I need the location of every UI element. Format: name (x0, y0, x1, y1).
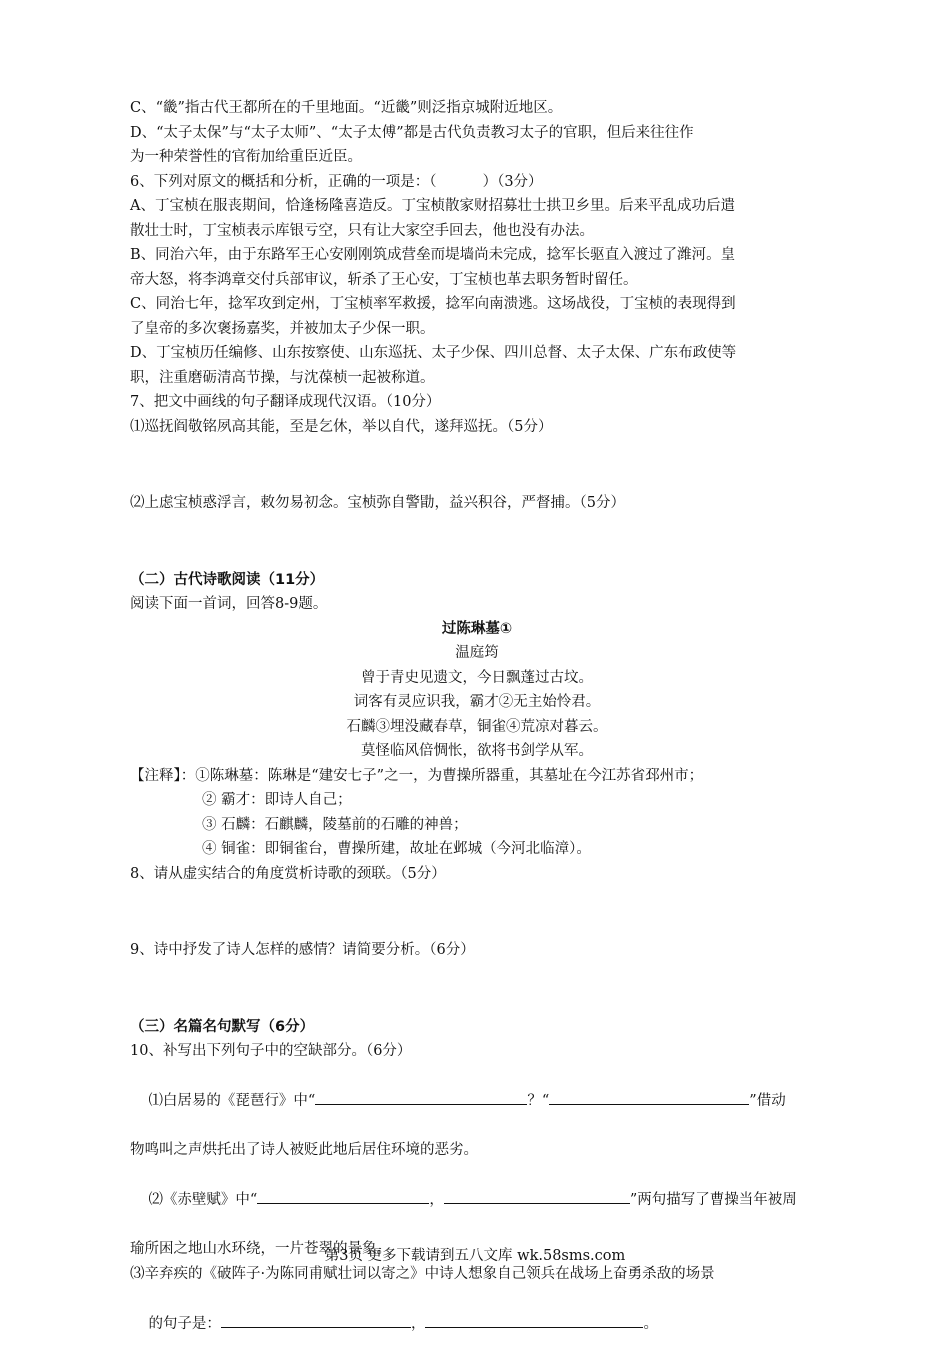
q6-stem: 6、下列对原文的概括和分析，正确的一项是：（ ）（3分） (130, 173, 543, 190)
fill-blank[interactable] (315, 1088, 527, 1105)
q10-item-2-text: ⑵《赤壁赋》中“ (148, 1192, 258, 1208)
q6-option-d-line2: 职，注重磨砺清高节操，与沈葆桢一起被称道。 (130, 369, 435, 386)
exam-page (130, 96, 824, 1361)
fill-blank[interactable] (549, 1088, 749, 1105)
answer-space (130, 516, 824, 568)
poem-note: ④ 铜雀：即铜雀台，曹操所建，故址在邺城（今河北临漳）。 (202, 841, 591, 857)
fill-blank[interactable] (221, 1311, 411, 1328)
fill-blank[interactable] (257, 1187, 429, 1204)
q10-item-3-text: 的句子是： (148, 1315, 221, 1332)
fill-blank[interactable] (425, 1311, 643, 1328)
answer-space (130, 963, 824, 1015)
q6-option-a-line2: 散壮士时，丁宝桢表示库银亏空，只有让大家空手回去，他也没有办法。 (130, 222, 594, 239)
fill-blank[interactable] (444, 1187, 630, 1204)
answer-space (130, 886, 824, 938)
q7-stem: 7、把文中画线的句子翻译成现代汉语。（10分） (130, 394, 441, 410)
q7-sentence-2: ⑵上虑宝桢惑浮言，敕勿易初念。宝桢弥自警勖，益兴积谷，严督捕。（5分） (130, 495, 625, 511)
q10-stem: 10、补写出下列句子中的空缺部分。（6分） (130, 1043, 412, 1059)
poem-author: 温庭筠 (455, 645, 499, 661)
q9: 9、诗中抒发了诗人怎样的感情？请简要分析。（6分） (130, 942, 475, 958)
poem-title: 过陈琳墓① (441, 620, 513, 637)
q5-option-d-line1: D、“太子太保”与“太子太师”、“太子太傅”都是古代负责教习太子的官职，但后来往往作 (130, 124, 694, 141)
q7-sentence-1: ⑴巡抚阎敬铭夙高其能，至是乞休，举以自代，遂拜巡抚。（5分） (130, 418, 553, 435)
q10-item-1-cont: 物鸣叫之声烘托出了诗人被贬此地后居住环境的恶劣。 (130, 1142, 478, 1158)
poem-note-head: 【注释】：①陈琳墓：陈琳是“建安七子”之一，为曹操所器重，其墓址在今江苏省邳州市； (130, 767, 704, 784)
q10-item-2 (130, 1163, 824, 1238)
q10-item-3-text: ， (410, 1315, 426, 1332)
q6-option-b-line1: B、同治六年，由于东路军王心安刚刚筑成营垒而堤墙尚未完成，捻军长驱直入渡过了潍河。皇 (130, 247, 736, 263)
section2-intro: 阅读下面一首词，回答8-9题。 (130, 596, 328, 612)
page-footer: 第3页 更多下载请到五八文库 wk.58sms.com (324, 1248, 626, 1264)
q6-option-d-line1: D、丁宝桢历任编修、山东按察使、山东巡抚、太子少保、四川总督、太子太保、广东布政使等 (130, 345, 737, 361)
poem-note: ③ 石麟：石麒麟，陵墓前的石雕的神兽； (202, 816, 468, 833)
q10-item-2-text: ， (429, 1192, 444, 1208)
q10-item-3: ⑶辛弃疾的《破阵子·为陈同甫赋壮词以寄之》中诗人想象自己领兵在战场上奋勇杀敌的场景 (130, 1265, 715, 1282)
q8: 8、请从虚实结合的角度赏析诗歌的颈联。（5分） (130, 865, 446, 882)
q6-option-c-line2: 了皇帝的多次褒扬嘉奖，并被加太子少保一职。 (130, 320, 435, 337)
poem-line: 石麟③埋没藏春草，铜雀④荒凉对暮云。 (346, 718, 608, 735)
q10-item-1-text: ⑴白居易的《琵琶行》中“ (148, 1093, 316, 1109)
q10-item-1-text: ？“ (527, 1093, 550, 1109)
q10-item-2-cont: 瑜所困之地山水环绕，一片苍翠的景象。 (130, 1241, 391, 1257)
q6-option-a-line1: A、丁宝桢在服丧期间，恰逢杨隆喜造反。丁宝桢散家财招募壮士拱卫乡里。后来平乱成功后遣 (130, 198, 735, 214)
section2-title: （二）古代诗歌阅读（11分） (130, 571, 325, 588)
q10-item-1 (130, 1064, 824, 1139)
q6-option-c-line1: C、同治七年，捻军攻到定州，丁宝桢率军救援，捻军向南溃逃。这场战役，丁宝桢的表现得到 (130, 296, 736, 312)
poem-line: 词客有灵应识我，霸才②无主始怜君。 (353, 694, 601, 710)
answer-space (130, 439, 824, 491)
q10-item-3-text: 。 (643, 1315, 658, 1332)
q6-option-b-line2: 帝大怒，将李鸿章交付兵部审议，斩杀了王心安，丁宝桢也革去职务暂时留任。 (130, 271, 638, 288)
q5-option-c: C、“畿”指古代王都所在的千里地面。“近畿”则泛指京城附近地区。 (130, 100, 563, 116)
section3-title: （三）名篇名句默写（6分） (130, 1018, 315, 1035)
q10-item-1-text: ”借动 (749, 1093, 786, 1109)
poem-line: 莫怪临风倍惆怅，欲将书剑学从军。 (361, 743, 593, 759)
q10-item-2-text: ”两句描写了曹操当年被周 (629, 1192, 797, 1208)
poem-note: ② 霸才：即诗人自己； (202, 792, 352, 808)
poem-line: 曾于青史见遗文，今日飘蓬过古坟。 (361, 669, 593, 686)
q10-item-3-cont (130, 1286, 824, 1361)
q5-option-d-line2: 为一种荣誉性的官衔加给重臣近臣。 (130, 149, 362, 165)
